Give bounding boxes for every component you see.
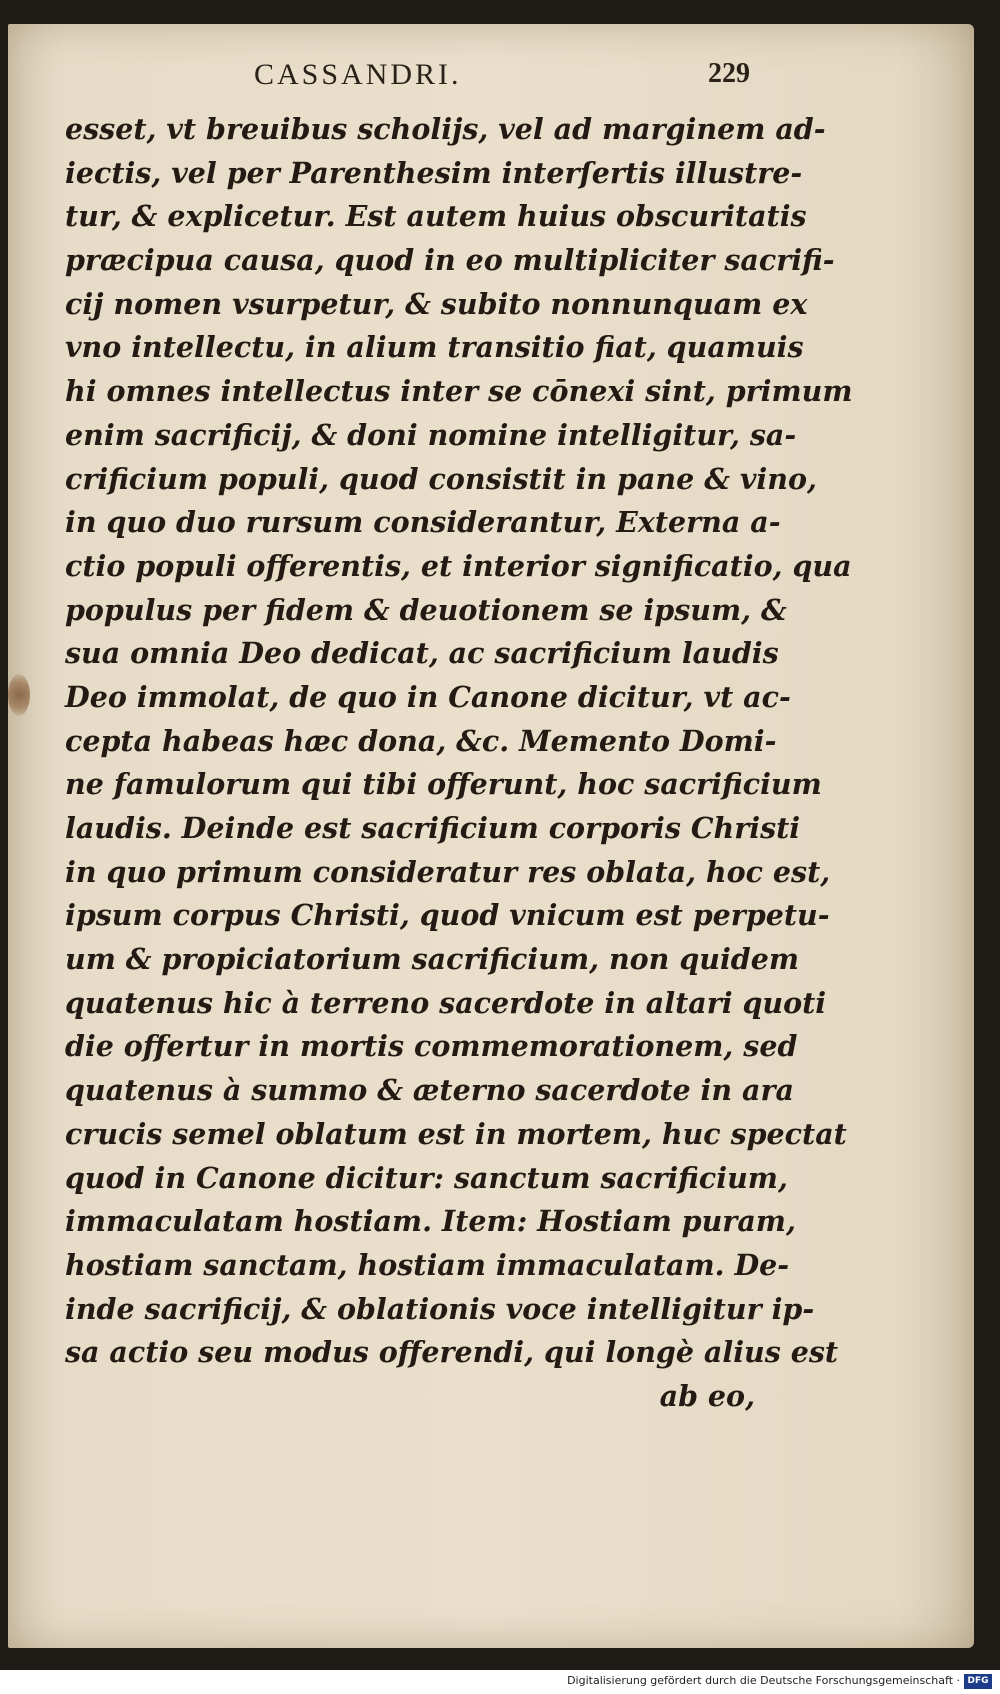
text-line: quod in Canone dicitur: sanctum sacrificium, [65,1160,788,1195]
text-line: um & propiciatorium sacrificium, non quidem [65,942,800,977]
text-line: inde sacrificij, & oblationis voce intelligitur ip- [65,1291,815,1326]
text-line: esset, vt breuibus scholijs, vel ad marginem ad- [65,112,826,146]
digitization-credit: Digitalisierung gefördert durch die Deutsche Forschungsgemeinschaft · [567,1674,960,1687]
text-line: Deo immolat, de quo in Canone dicitur, vt ac- [65,679,791,714]
text-line: laudis. Deinde est sacrificium corporis Christi [65,811,801,845]
text-line: ne famulorum qui tibi offerunt, hoc sacrificium [65,767,822,802]
text-line: sua omnia Deo dedicat, ac sacrificium laudis [65,636,779,671]
text-line: enim sacrificij, & doni nomine intelligitur, sa- [65,417,797,452]
text-line: crificium populi, quod consistit in pane & vino, [65,461,817,496]
text-line: ctio populi offerentis, et interior significatio, qua [65,548,852,583]
running-head-title: CASSANDRI. [254,58,462,91]
page-stain [8,674,30,716]
body-text [65,108,853,1419]
text-line: die offertur in mortis commemorationem, sed [65,1029,798,1064]
text-line: tur, & explicetur. Est autem huius obscuritatis [65,199,807,234]
text-line: hostiam sanctam, hostiam immaculatam. De- [65,1247,790,1282]
text-line: ipsum corpus Christi, quod vnicum est perpetu- [65,898,830,933]
text-line: hi omnes intellectus inter se cōnexi sint, primum [65,374,853,409]
text-line: vno intellectu, in alium transitio fiat, quamuis [65,330,804,365]
text-line: cepta habeas hæc dona, &c. Memento Domi- [65,723,777,758]
footer-bar [0,1670,1000,1694]
text-line: immaculatam hostiam. Item: Hostiam puram, [65,1204,796,1239]
text-line: sa actio seu modus offerendi, qui longè alius est [65,1335,839,1370]
text-line: quatenus hic à terreno sacerdote in altari quoti [65,985,827,1020]
text-line: præcipua causa, quod in eo multipliciter sacrifi- [65,243,835,278]
text-line: populus per fidem & deuotionem se ipsum, & [65,592,787,627]
text-line: in quo duo rursum considerantur, Externa a- [65,505,781,540]
text-line: in quo primum consideratur res oblata, hoc est, [65,854,831,889]
dfg-logo: DFG [964,1674,992,1689]
text-line: quatenus à summo & æterno sacerdote in ara [65,1073,794,1108]
text-line: cij nomen vsurpetur, & subito nonnunquam ex [65,286,808,321]
text-line: crucis semel oblatum est in mortem, huc spectat [65,1116,847,1151]
page-number: 229 [708,58,750,89]
text-line: iectis, vel per Parenthesim interſertis illustre- [65,155,803,190]
running-head [250,58,770,98]
text-line: ab eo, [659,1378,755,1413]
